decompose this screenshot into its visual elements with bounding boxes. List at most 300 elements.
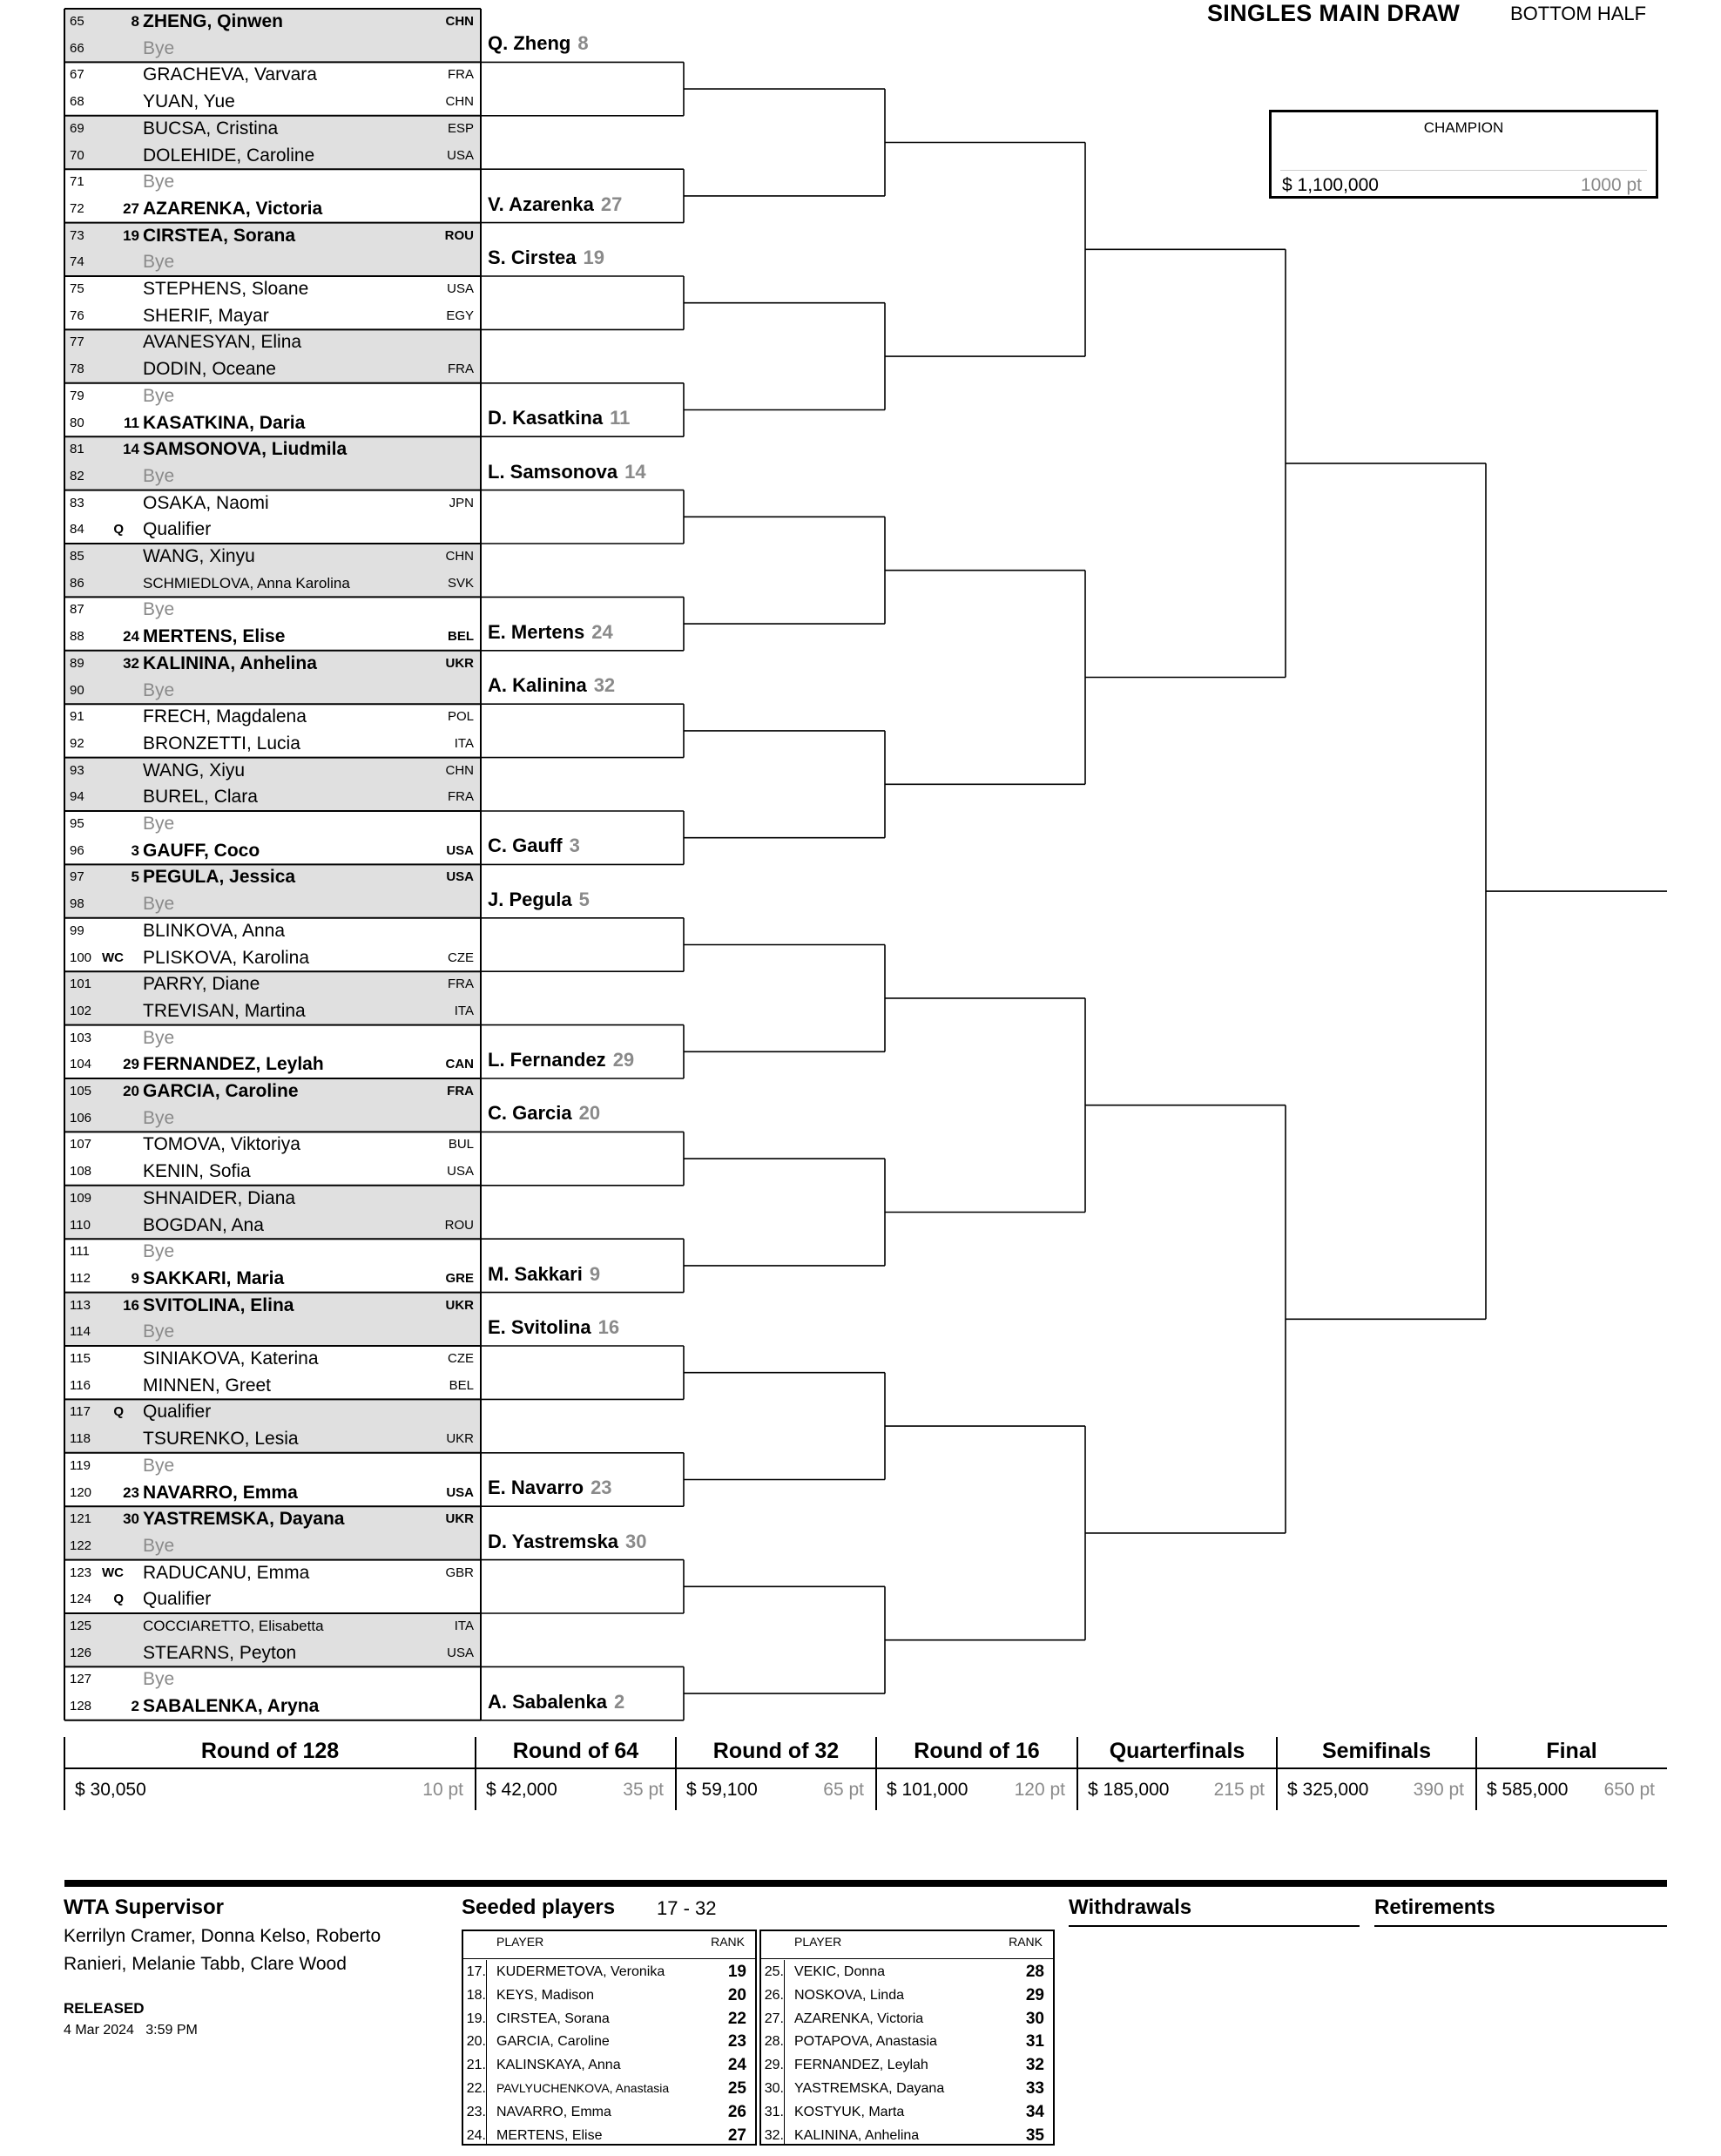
seed-ranking: 24 — [727, 2056, 746, 2075]
player-name: Bye — [143, 465, 175, 486]
draw-position: 75 — [70, 281, 84, 296]
seeded-table-left — [462, 1930, 757, 2146]
seed-number: 19 — [123, 226, 139, 244]
draw-position: 106 — [70, 1110, 92, 1125]
player-name: Bye — [143, 385, 175, 406]
draw-position: 102 — [70, 1003, 92, 1018]
player-name: SHNAIDER, Diana — [143, 1187, 296, 1208]
draw-position: 94 — [70, 789, 84, 805]
draw-position: 120 — [70, 1484, 92, 1500]
seed-player: VEKIC, Donna — [794, 1964, 886, 1979]
draw-position: 87 — [70, 602, 84, 618]
seed-ranking: 30 — [1025, 2009, 1044, 2028]
seed-number: 32 — [123, 654, 139, 672]
draw-position: 101 — [70, 977, 92, 992]
round-points: 65 pt — [823, 1780, 864, 1800]
winner-name: E. Navarro — [488, 1477, 584, 1499]
winner-seed: 23 — [591, 1477, 612, 1499]
draw-position: 100 — [70, 950, 92, 965]
seed-rank-number: 25. — [764, 1964, 784, 1979]
winner-seed: 14 — [624, 460, 646, 483]
winner-name: C. Gauff — [488, 835, 563, 857]
seed-row — [761, 2030, 1053, 2053]
country-code: USA — [447, 1164, 474, 1179]
winner-seed: 9 — [589, 1262, 601, 1285]
player-name: Bye — [143, 894, 175, 915]
draw-position: 98 — [70, 896, 84, 912]
player-name: COCCIARETTO, Elisabetta — [143, 1618, 324, 1634]
seed-row — [463, 2007, 755, 2031]
player-name: PEGULA, Jessica — [143, 867, 296, 888]
player-name: NAVARRO, Emma — [143, 1482, 298, 1503]
country-code: ITA — [454, 1003, 474, 1018]
seed-rank-number: 28. — [764, 2034, 784, 2050]
player-name: TSURENKO, Lesia — [143, 1429, 299, 1450]
seed-player: KALINSKAYA, Anna — [496, 2058, 621, 2073]
player-name: YASTREMSKA, Dayana — [143, 1509, 345, 1530]
player-name: RADUCANU, Emma — [143, 1562, 310, 1583]
player-name: STEARNS, Peyton — [143, 1642, 297, 1663]
player-name: SAMSONOVA, Liudmila — [143, 439, 348, 460]
round-prize-money: $ 30,050 — [75, 1780, 146, 1800]
country-code: CZE — [448, 1351, 474, 1366]
seed-row — [761, 2124, 1053, 2147]
seed-ranking: 27 — [727, 2126, 746, 2145]
country-code: CHN — [445, 14, 474, 29]
country-code: USA — [447, 281, 474, 296]
country-code: USA — [446, 869, 474, 885]
country-code: USA — [446, 842, 474, 858]
seed-number: 3 — [131, 841, 139, 859]
champion-label: CHAMPION — [1423, 119, 1504, 136]
seed-row — [463, 2124, 755, 2147]
player-name: BUCSA, Cristina — [143, 118, 279, 139]
winner-name: E. Svitolina — [488, 1316, 591, 1338]
player-name: Bye — [143, 252, 175, 273]
winner-seed: 32 — [593, 674, 616, 697]
seed-player: KEYS, Madison — [496, 1987, 595, 2003]
seed-number: 30 — [123, 1511, 139, 1528]
round-prize-money: $ 101,000 — [887, 1780, 968, 1800]
seed-ranking: 22 — [727, 2009, 746, 2028]
round-prize-money: $ 42,000 — [486, 1780, 557, 1800]
country-code: CHN — [445, 94, 474, 110]
draw-position: 72 — [70, 200, 84, 216]
country-code: GRE — [445, 1270, 474, 1286]
draw-position: 118 — [70, 1431, 91, 1447]
winner-seed: 2 — [613, 1690, 625, 1713]
entry-flag: Q — [113, 522, 124, 537]
player-name: CIRSTEA, Sorana — [143, 225, 296, 246]
draw-subtitle: BOTTOM HALF — [1510, 3, 1647, 24]
player-name: SAKKARI, Maria — [143, 1267, 285, 1288]
round-name: Round of 16 — [914, 1739, 1040, 1763]
seed-number: 9 — [131, 1269, 139, 1287]
winner-name: E. Mertens — [488, 620, 585, 643]
retirements-rule — [1374, 1925, 1667, 1927]
player-name: Bye — [143, 1321, 175, 1342]
player-name: BLINKOVA, Anna — [143, 920, 286, 941]
country-code: ROU — [444, 227, 474, 243]
round-name: Semifinals — [1321, 1739, 1432, 1763]
player-name: SHERIF, Mayar — [143, 305, 269, 326]
entry-flag: WC — [102, 950, 124, 965]
seeded-table-right — [759, 1930, 1055, 2146]
country-code: SVK — [447, 575, 474, 591]
country-code: JPN — [449, 495, 474, 510]
winner-name: Q. Zheng — [488, 32, 571, 55]
player-name: Bye — [143, 172, 175, 193]
winner-name: L. Fernandez — [488, 1049, 606, 1071]
winner-seed: 30 — [625, 1530, 647, 1552]
round-points: 35 pt — [623, 1780, 664, 1800]
draw-position: 86 — [70, 575, 84, 591]
country-code: ITA — [454, 735, 474, 751]
seed-row — [463, 2100, 755, 2124]
player-name: SCHMIEDLOVA, Anna Karolina — [143, 574, 350, 591]
draw-position: 110 — [70, 1217, 91, 1233]
seed-player: AZARENKA, Victoria — [794, 2011, 924, 2026]
draw-position: 74 — [70, 254, 84, 270]
round-prize-money: $ 185,000 — [1088, 1780, 1170, 1800]
draw-position: 109 — [70, 1190, 92, 1206]
draw-position: 114 — [70, 1324, 91, 1340]
winner-name: A. Sabalenka — [488, 1690, 607, 1713]
seed-number: 16 — [123, 1296, 139, 1314]
winner-seed: 3 — [569, 835, 580, 857]
round-points: 390 pt — [1413, 1780, 1464, 1800]
draw-position: 71 — [70, 174, 84, 190]
seed-ranking: 29 — [1025, 1985, 1044, 2004]
seed-ranking: 32 — [1025, 2056, 1044, 2075]
supervisor-line-2: Ranieri, Melanie Tabb, Clare Wood — [64, 1954, 347, 1974]
seed-rank-number: 29. — [764, 2058, 784, 2073]
winner-name: L. Samsonova — [488, 460, 618, 483]
draw-position: 125 — [70, 1619, 92, 1633]
draw-position: 85 — [70, 549, 84, 564]
champion-prize: $ 1,100,000 — [1282, 175, 1379, 195]
round-name: Final — [1546, 1739, 1597, 1763]
player-name: YUAN, Yue — [143, 91, 235, 112]
seed-player: POTAPOVA, Anastasia — [794, 2034, 937, 2050]
draw-position: 77 — [70, 335, 84, 350]
seed-rank-number: 19. — [466, 2011, 486, 2026]
player-name: SINIAKOVA, Katerina — [143, 1348, 319, 1369]
seed-rank-number: 18. — [466, 1987, 486, 2003]
seed-number: 8 — [131, 13, 139, 30]
seed-player: CIRSTEA, Sorana — [496, 2011, 610, 2026]
player-name: FRECH, Magdalena — [143, 706, 307, 727]
round-name: Round of 128 — [200, 1739, 340, 1763]
player-name: Bye — [143, 1027, 175, 1048]
seed-ranking: 35 — [1025, 2126, 1044, 2145]
country-code: FRA — [447, 1084, 474, 1098]
draw-position: 117 — [70, 1404, 91, 1420]
round-points: 120 pt — [1014, 1780, 1065, 1800]
player-name: Bye — [143, 1241, 175, 1262]
seed-row — [761, 2053, 1053, 2077]
draw-position: 123 — [70, 1565, 92, 1580]
seed-player: NOSKOVA, Linda — [794, 1987, 904, 2003]
country-code: UKR — [445, 655, 474, 671]
retirements-title: Retirements — [1374, 1896, 1495, 1919]
round-name: Round of 32 — [712, 1739, 840, 1763]
draw-position: 97 — [70, 869, 84, 885]
player-name: MINNEN, Greet — [143, 1375, 272, 1396]
country-code: FRA — [448, 789, 474, 805]
seed-rank-number: 27. — [764, 2011, 784, 2026]
draw-position: 126 — [70, 1645, 92, 1660]
seed-number: 29 — [123, 1056, 139, 1073]
draw-position: 78 — [70, 362, 84, 377]
player-name: STEPHENS, Sloane — [143, 279, 309, 299]
country-code: ITA — [454, 1619, 474, 1633]
seed-rank-number: 21. — [466, 2058, 486, 2073]
player-name: SABALENKA, Aryna — [143, 1696, 320, 1717]
player-name: DOLEHIDE, Caroline — [143, 145, 315, 166]
header-rule — [463, 1958, 755, 1959]
seed-rank-number: 32. — [764, 2127, 784, 2143]
player-name: Qualifier — [143, 1402, 212, 1423]
draw-position: 65 — [70, 14, 84, 29]
country-code: BEL — [449, 1377, 474, 1393]
round-prize-money: $ 325,000 — [1287, 1780, 1369, 1800]
draw-position: 95 — [70, 816, 84, 831]
round-prize-money: $ 59,100 — [686, 1780, 758, 1800]
player-name: PARRY, Diane — [143, 974, 260, 995]
player-name: AZARENKA, Victoria — [143, 198, 323, 219]
player-name: BUREL, Clara — [143, 787, 258, 808]
seed-number: 14 — [123, 441, 139, 458]
draw-position: 76 — [70, 308, 84, 323]
seed-player: NAVARRO, Emma — [496, 2104, 611, 2119]
country-code: CHN — [445, 762, 474, 778]
round-name: Round of 64 — [512, 1739, 639, 1763]
entry-flag: Q — [113, 1592, 124, 1607]
col-rank-header: RANK — [1009, 1935, 1043, 1949]
seed-number: 11 — [124, 414, 139, 431]
player-name: ZHENG, Qinwen — [143, 11, 284, 31]
draw-position: 128 — [70, 1699, 92, 1714]
draw-position: 82 — [70, 468, 84, 483]
winner-name: D. Kasatkina — [488, 407, 604, 429]
country-code: FRA — [448, 67, 474, 83]
seed-ranking: 23 — [727, 2032, 746, 2051]
draw-position: 116 — [70, 1377, 91, 1393]
supervisor-title: WTA Supervisor — [64, 1896, 225, 1919]
draw-title: SINGLES MAIN DRAW — [1207, 0, 1461, 26]
draw-position: 79 — [70, 388, 84, 403]
country-code: POL — [447, 709, 474, 725]
draw-position: 81 — [70, 442, 84, 457]
country-code: FRA — [448, 362, 474, 377]
entry-flag: WC — [102, 1565, 124, 1580]
winner-seed: 8 — [577, 32, 589, 55]
draw-position: 96 — [70, 842, 84, 858]
round-prize-money: $ 585,000 — [1487, 1780, 1569, 1800]
player-name: GAUFF, Coco — [143, 840, 260, 861]
country-code: CZE — [448, 950, 474, 965]
seed-row — [761, 2007, 1053, 2031]
player-name: Bye — [143, 599, 175, 620]
draw-position: 115 — [70, 1351, 91, 1366]
seed-ranking: 34 — [1025, 2102, 1044, 2121]
winner-name: S. Cirstea — [488, 247, 577, 268]
seed-row — [761, 2077, 1053, 2100]
country-code: USA — [446, 1484, 474, 1500]
draw-position: 80 — [70, 415, 84, 430]
seed-row — [761, 1960, 1053, 1984]
draw-position: 66 — [70, 40, 84, 56]
player-name: BRONZETTI, Lucia — [143, 733, 300, 754]
draw-position: 88 — [70, 629, 84, 645]
seed-ranking: 20 — [727, 1985, 746, 2004]
country-code: UKR — [446, 1431, 474, 1447]
draw-position: 90 — [70, 682, 84, 698]
draw-position: 91 — [70, 709, 84, 725]
player-name: Bye — [143, 814, 175, 834]
winner-name: D. Yastremska — [488, 1530, 619, 1552]
seeded-title: Seeded players — [462, 1896, 616, 1919]
seed-row — [463, 2077, 755, 2100]
seed-player: MERTENS, Elise — [496, 2127, 603, 2143]
seed-ranking: 25 — [727, 2079, 746, 2098]
player-name: Bye — [143, 679, 175, 700]
country-code: BEL — [448, 629, 474, 645]
draw-position: 108 — [70, 1164, 92, 1179]
draw-position: 103 — [70, 1030, 92, 1045]
player-name: Bye — [143, 1455, 175, 1476]
winner-seed: 24 — [591, 620, 613, 643]
col-player-header: PLAYER — [794, 1935, 842, 1949]
seed-row — [761, 1984, 1053, 2007]
draw-position: 111 — [70, 1244, 90, 1260]
released-time: 4 Mar 2024 3:59 PM — [64, 2023, 198, 2038]
player-name: TREVISAN, Martina — [143, 1000, 306, 1021]
draw-position: 69 — [70, 120, 84, 136]
seed-number: 23 — [123, 1484, 139, 1501]
seed-player: PAVLYUCHENKOVA, Anastasia — [496, 2081, 670, 2095]
country-code: UKR — [445, 1297, 474, 1313]
seed-player: YASTREMSKA, Dayana — [794, 2081, 945, 2096]
withdrawals-rule — [1069, 1925, 1360, 1927]
seed-row — [761, 2100, 1053, 2124]
draw-position: 89 — [70, 655, 84, 671]
champion-points: 1000 pt — [1580, 175, 1642, 195]
seed-row — [463, 2053, 755, 2077]
seed-ranking: 33 — [1025, 2079, 1044, 2098]
draw-position: 83 — [70, 495, 84, 510]
player-name: SVITOLINA, Elina — [143, 1294, 294, 1315]
draw-position: 127 — [70, 1672, 92, 1687]
country-code: USA — [447, 147, 474, 163]
winner-seed: 11 — [610, 407, 631, 429]
player-name: KALININA, Anhelina — [143, 652, 317, 673]
seed-rank-number: 26. — [764, 1987, 784, 2003]
seed-player: KALININA, Anhelina — [794, 2127, 920, 2143]
seed-row — [463, 1984, 755, 2007]
player-name: GRACHEVA, Varvara — [143, 64, 317, 85]
col-player-header: PLAYER — [496, 1935, 544, 1949]
winner-seed: 27 — [600, 193, 623, 215]
seed-player: KUDERMETOVA, Veronika — [496, 1964, 665, 1979]
withdrawals-title: Withdrawals — [1069, 1896, 1192, 1919]
winner-name: J. Pegula — [488, 888, 572, 910]
player-name: Qualifier — [143, 519, 212, 540]
round-points: 650 pt — [1603, 1780, 1655, 1800]
seed-player: GARCIA, Caroline — [496, 2034, 610, 2050]
country-code: CAN — [445, 1057, 474, 1072]
player-name: PLISKOVA, Karolina — [143, 947, 310, 968]
player-name: DODIN, Oceane — [143, 359, 276, 380]
seed-row — [463, 2030, 755, 2053]
player-name: TOMOVA, Viktoriya — [143, 1134, 300, 1155]
country-code: ROU — [444, 1217, 474, 1233]
entry-flag: Q — [113, 1404, 124, 1420]
player-name: Bye — [143, 1669, 175, 1690]
draw-position: 113 — [70, 1297, 91, 1313]
winner-name: A. Kalinina — [488, 674, 587, 697]
winner-name: V. Azarenka — [488, 193, 594, 215]
round-points: 10 pt — [422, 1780, 463, 1800]
player-name: BOGDAN, Ana — [143, 1214, 264, 1235]
seed-rank-number: 22. — [466, 2081, 486, 2096]
seed-row — [463, 1960, 755, 1984]
seed-number: 27 — [123, 199, 139, 217]
player-name: Bye — [143, 37, 175, 58]
draw-position: 99 — [70, 923, 84, 938]
country-code: FRA — [448, 977, 474, 992]
winner-seed: 20 — [578, 1102, 601, 1125]
seed-number: 20 — [123, 1083, 139, 1099]
seeded-range: 17 - 32 — [657, 1897, 717, 1919]
seed-ranking: 31 — [1025, 2032, 1044, 2051]
player-name: AVANESYAN, Elina — [143, 332, 302, 353]
player-name: MERTENS, Elise — [143, 626, 286, 647]
winner-seed: 5 — [578, 888, 590, 910]
seed-number: 5 — [131, 868, 139, 886]
seed-rank-number: 31. — [764, 2104, 784, 2119]
draw-position: 119 — [70, 1457, 91, 1473]
draw-position: 73 — [70, 227, 84, 243]
seed-number: 2 — [131, 1698, 139, 1715]
draw-position: 68 — [70, 94, 84, 110]
col-rank-header: RANK — [711, 1935, 745, 1949]
player-name: GARCIA, Caroline — [143, 1081, 299, 1101]
draw-position: 93 — [70, 762, 84, 778]
header-rule — [761, 1958, 1053, 1959]
country-code: CHN — [445, 549, 474, 564]
seed-player: KOSTYUK, Marta — [794, 2104, 905, 2119]
country-code: ESP — [447, 120, 474, 136]
winner-name: M. Sakkari — [488, 1262, 583, 1285]
seed-player: FERNANDEZ, Leylah — [794, 2058, 928, 2073]
draw-position: 105 — [70, 1084, 92, 1098]
seed-rank-number: 20. — [466, 2034, 486, 2050]
seed-number: 24 — [123, 628, 139, 645]
released-label: RELEASED — [64, 2000, 145, 2017]
player-name: Bye — [143, 1535, 175, 1556]
winner-seed: 29 — [612, 1049, 635, 1071]
draw-position: 67 — [70, 67, 84, 83]
seed-rank-number: 24. — [466, 2127, 486, 2143]
winner-seed: 16 — [597, 1316, 620, 1338]
supervisor-line-1: Kerrilyn Cramer, Donna Kelso, Roberto — [64, 1926, 381, 1946]
player-name: KENIN, Sofia — [143, 1161, 251, 1182]
draw-position: 121 — [70, 1511, 92, 1527]
draw-position: 104 — [70, 1057, 92, 1072]
draw-position: 70 — [70, 147, 84, 163]
